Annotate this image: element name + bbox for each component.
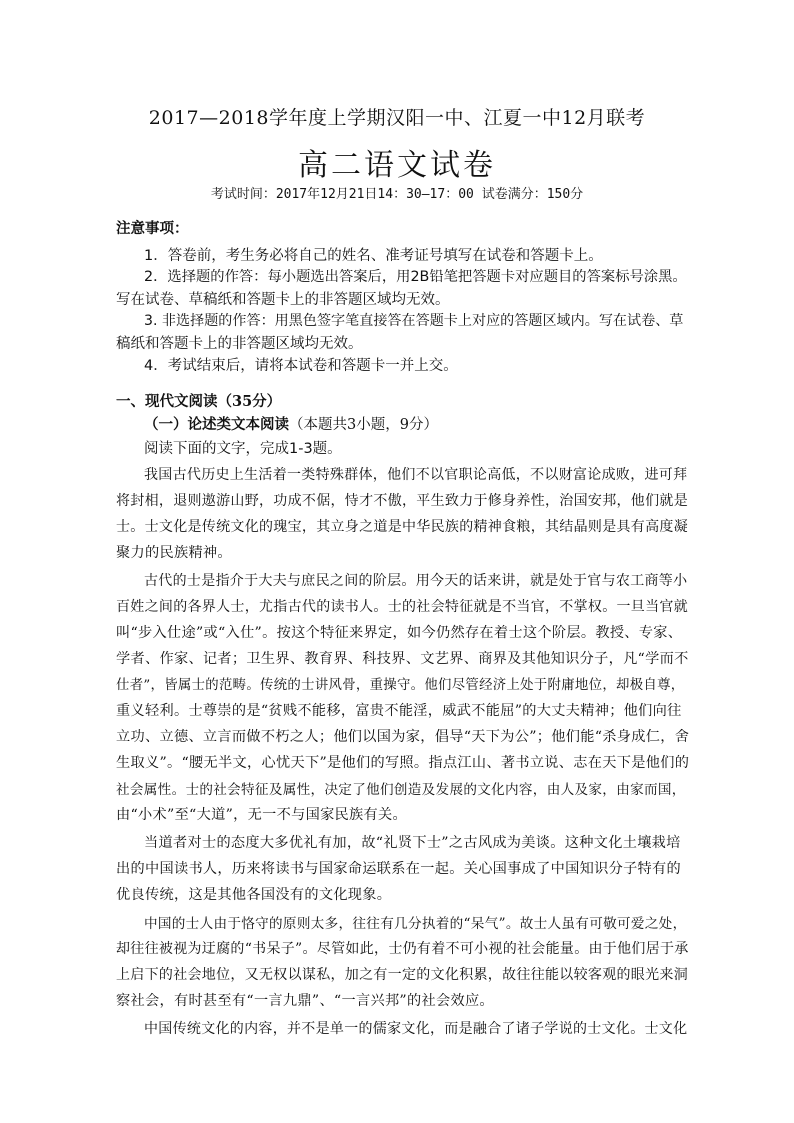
passage-line: 出的中国读书人，历来将读书与国家命运联系在一起。关心国事成了中国知识分子特有的: [116, 861, 682, 877]
passage-line: 叫“步入仕途”或“入仕”。按这个特征来界定，如今仍然存在着士这个阶层。教授、专家、: [116, 625, 683, 641]
section-heading: 一、现代文阅读（35分）: [116, 393, 282, 410]
reading-instruction: 阅读下面的文字，完成1-3题。: [144, 441, 342, 457]
subsection-note: （本题共3小题，9分）: [289, 417, 438, 433]
passage-line: 士。士文化是传统文化的瑰宝，其立身之道是中华民族的精神食粮，其结晶则是具有高度凝: [116, 519, 688, 535]
notice-heading: 注意事项：: [116, 220, 189, 237]
passage-line: 生取义”。“腰无半文，心忧天下”是他们的写照。指点江山、著书立说、志在天下是他们的: [116, 755, 690, 771]
notice-item: 3. 非选择题的作答：用黑色签字笔直接答在答题卡上对应的答题区域内。写在试卷、草: [144, 313, 684, 329]
notice-item: 2．选择题的作答：每小题选出答案后，用2B铅笔把答题卡对应题目的答案标号涂黑。: [144, 269, 687, 285]
passage-line: 却往往被视为迂腐的“书呆子”。尽管如此，士仍有着不可小视的社会能量。由于他们居于承: [116, 941, 689, 957]
passage-line: 将封相，退则遨游山野，功成不倨，恃才不傲，平生致力于修身养性，治国安邦，他们就是: [116, 493, 688, 509]
passage-line: 立功、立德、立言而做不朽之人；他们以国为家，倡导“天下为公”；他们能“杀身成仁，舍: [116, 729, 690, 745]
subject-title: 高二语文试卷: [298, 148, 496, 183]
subsection-heading: [144, 413, 438, 434]
notice-item: 1．答卷前，考生务必将自己的姓名、准考证号填写在试卷和答题卡上。: [144, 248, 603, 264]
passage-line: 我国古代历史上生活着一类特殊群体，他们不以官职论高低，不以财富论成败，进可拜: [144, 467, 688, 483]
passage-line: 重义轻利。士尊崇的是“贫贱不能移，富贵不能淫，威武不能屈”的大丈夫精神；他们向往: [116, 703, 682, 719]
passage-line: 社会属性。士的社会特征及属性，决定了他们创造及发展的文化内容，由人及家，由家而国，: [116, 782, 686, 798]
passage-line: 察社会，有时甚至有“一言九鼎”、“一言兴邦”的社会效应。: [116, 993, 494, 1009]
passage-line: 由“小术”至“大道”，无一不与国家民族有关。: [116, 807, 407, 823]
notice-item-continued: 稿纸和答题卡上的非答题区域均无效。: [116, 336, 363, 352]
exam-info: 考试时间：2017年12月21日14：30—17：00 试卷满分：150分: [210, 187, 584, 202]
passage-line: 学者、作家、记者；卫生界、教育界、科技界、文艺界、商界及其他知识分子，凡“学而不: [116, 651, 689, 667]
passage-line: 优良传统，这是其他各国没有的文化现象。: [116, 887, 392, 903]
notice-item: 4．考试结束后，请将本试卷和答题卡一并上交。: [144, 358, 458, 374]
passage-line: 中国的士人由于恪守的原则太多，往往有几分执着的“呆气”。故士人虽有可敬可爱之处，: [144, 916, 687, 932]
passage-line: 当道者对士的态度大多优礼有加，故“礼贤下士”之古风成为美谈。这种文化土壤栽培: [144, 835, 681, 851]
passage-line: 中国传统文化的内容，并不是单一的儒家文化，而是融合了诸子学说的士文化。士文化: [144, 1021, 688, 1037]
passage-line: 仕者”，皆属士的范畴。传统的士讲风骨，重操守。他们尽管经济上处于附庸地位，却极自尊，: [116, 678, 685, 693]
passage-line: 百姓之间的各界人士，尤指古代的读书人。士的社会特征就是不当官，不掌权。一旦当官就: [116, 599, 688, 615]
passage-line: 上启下的社会地位，又无权以谋私，加之有一定的文化积累，故往往能以较客观的眼光来洞: [116, 967, 688, 983]
passage-line: 聚力的民族精神。: [116, 545, 232, 561]
subsection-title: （一）论述类文本阅读: [144, 416, 289, 433]
exam-title: 2017—2018学年度上学期汉阳一中、江夏一中12月联考: [148, 107, 646, 129]
notice-item-continued: 写在试卷、草稿纸和答题卡上的非答题区域均无效。: [116, 292, 450, 308]
passage-line: 古代的士是指介于大夫与庶民之间的阶层。用今天的话来讲，就是处于官与农工商等小: [144, 573, 688, 589]
